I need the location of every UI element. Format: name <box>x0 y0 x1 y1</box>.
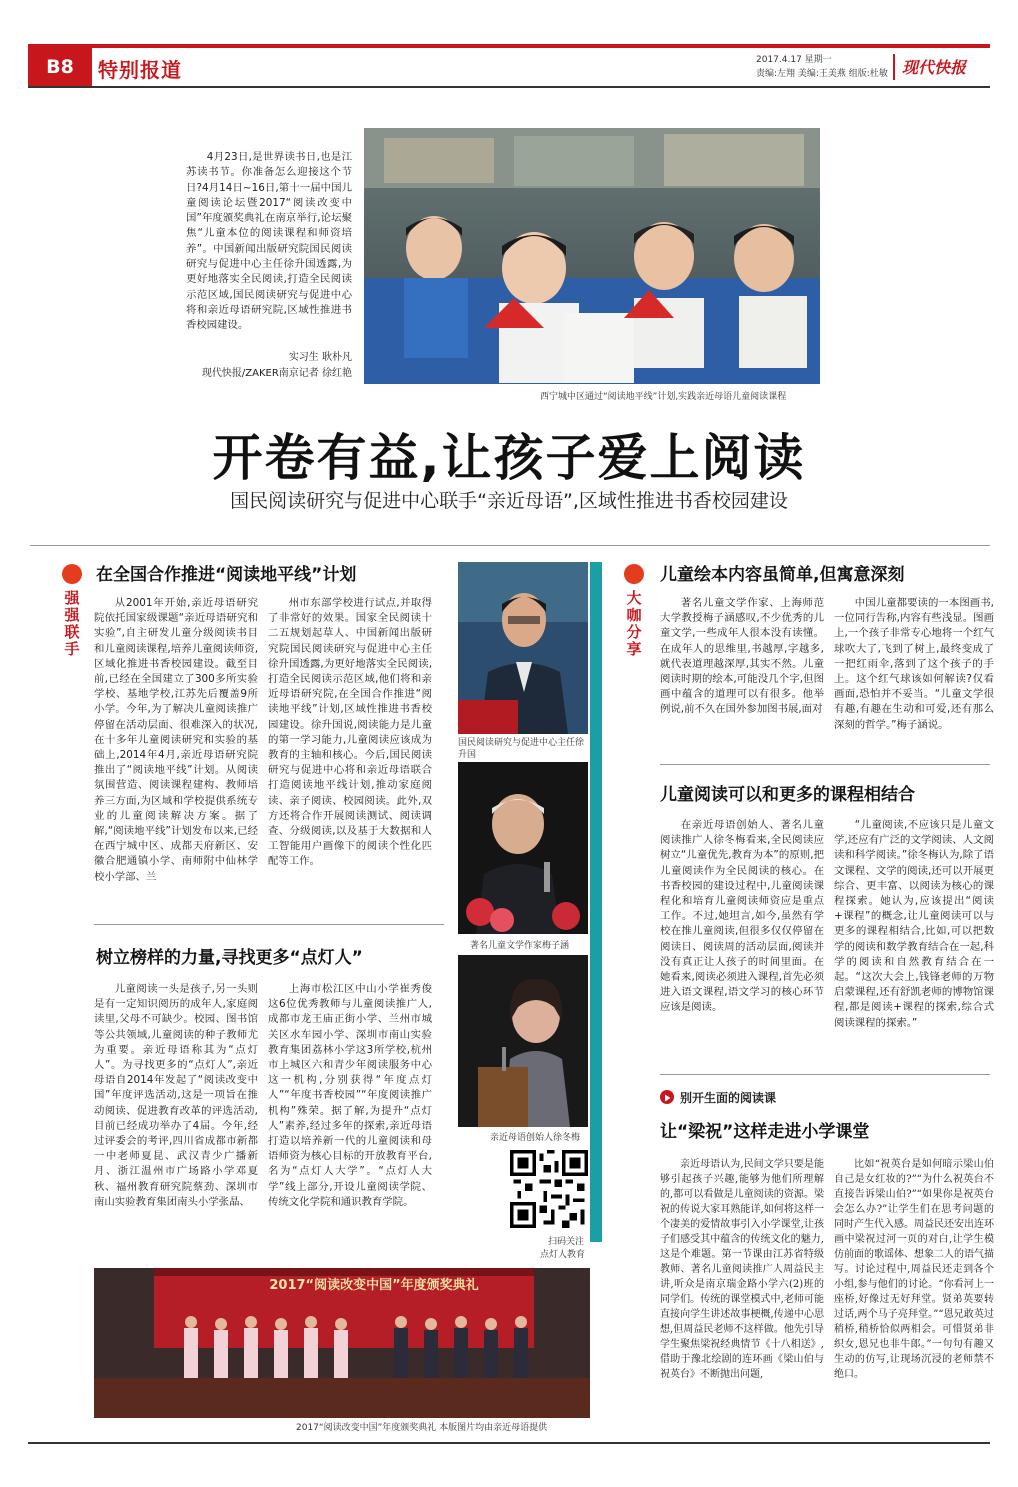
portrait-caption-mei-zihan: 著名儿童文学作家梅子涵 <box>470 941 570 951</box>
section-divider-right <box>660 764 990 765</box>
top-photo-caption: 西宁城中区通过“阅读地平线”计划,实践亲近母语儿童阅读课程 <box>540 392 787 402</box>
footer-rule <box>28 1442 990 1444</box>
vertical-label-left: 强强联手 <box>64 589 80 658</box>
qr-caption-account: 点灯人教育 <box>540 1250 586 1260</box>
intro-text: 4月23日,是世界读书日,也是江苏读书节。你准备怎么迎接这个节日?4月14日~16日,第十一届中国儿童阅读论坛暨2017“阅读改变中国”年度颁奖典礼在南京举行,论坛聚焦“儿童本位的阅读课程和师资培养”。中国新闻出版研究院国民阅读研究与促进中心主任徐升国透露,为更好地落实全民阅读,打造全民阅读示范区域,国民阅读研究与促进中心将和亲近母语研究院,区域性推进书香校园建设。 <box>186 151 352 332</box>
bottom-photo-caption: 2017“阅读改变中国”年度颁奖典礼 本版图片均由亲近母语提供 <box>296 1423 548 1433</box>
section-title-lamplighter: 树立榜样的力量,寻找更多“点灯人” <box>96 948 363 968</box>
section-title-curriculum: 儿童阅读可以和更多的课程相结合 <box>660 785 915 805</box>
portrait-xu-shengguo <box>458 562 588 734</box>
horizon-column-2: 州市东部学校进行试点,并取得了非常好的效果。国家全民阅读十二五规划起草人、中国新闻出版研究院国民阅读研究与促进中心主任徐升国透露,为更好地落实全民阅读,打造全民阅读示范区域,他们将和亲近母语研究院,在全国合作推进“阅读地平线”计划,区域性推进书香校园建设。徐升国说,阅读能力是儿童的第一学习能力,儿童阅读应该成为教育的主轴和核心。今后,国民阅读研究与促进中心将和亲近母语联合打造阅读地平线计划,推动家庭阅读、亲子阅读、校园阅读。此外,双方还将合作开展阅读测试、阅读调查、分级阅读,以及基于大数据和人工智能用户画像下的阅读个性化匹配等工作。 <box>268 597 432 868</box>
section-marker-icon <box>62 564 82 584</box>
students-reading-photo <box>364 128 820 384</box>
curriculum-column-1: 在亲近母语创始人、著名儿童阅读推广人徐冬梅看来,全民阅读应树立“儿童优先,教育为本”的原则,把儿童阅读作为全民阅读的核心。在书香校园的建设过程中,儿童阅读课程化和培育儿童阅读师资应是重点工作。不过,她坦言,如今,虽然有学校在推儿童阅读,但很多仅仅停留在阅读日、阅读周的活动层面,阅读并没有真正让人孩子的时间里面。在她看来,阅读必须进入课程,首先必须进入语文课程,语文学习的核心环节应该是阅读。 <box>660 819 824 1014</box>
play-icon <box>660 1090 674 1104</box>
horizon-column-1: 从2001年开始,亲近母语研究院依托国家级课题“亲近母语研究和实验”,自主研发儿童分级阅读书目和儿童阅读课程,培养儿童阅读师资,区域化推进书香校园建设。截至目前,已经在全国建立了300多所实验学校、基地学校,江苏先后覆盖9所小学。今年,为了解决儿童阅读推广停留在活动层面、很难深入的状况,在十多年儿童阅读研究和实验的基础上,2014年4月,亲近母语研究院推出了“阅读地平线”计划。从阅读氛围营造、阅读课程建构、教师培养三方面,为区域和学校提供系统专业的儿童阅读解决方案。据了解,“阅读地平线”计划发布以来,已经在西宁城中区、成都天府新区、安徽合肥通镇小学、南师附中仙林学校小学部、兰 <box>94 597 258 883</box>
paper-logo: 现代快报 <box>902 58 967 77</box>
curriculum-column-2: “儿童阅读,不应该只是儿童文学,还应有广泛的文学阅读、人文阅读和科学阅读。”徐冬梅认为,除了语文课程、文学的阅读,还可以开展更综合、更丰富、以阅读为核心的课程探索。她认为,应该提出“阅读+课程”的概念,让儿童阅读可以与更多的课程相结合,比如,可以把数学的阅读和数学教育结合在一起,科学的阅读和自然教育结合在一起。“这次大会上,钱锋老师的万物启蒙课程,还有舒凯老师的博物馆课程,都是阅读+课程的探索,综合式阅读课程的探索。” <box>834 819 994 1029</box>
intro-byline-reporter: 现代快报/ZAKER南京记者 徐红艳 <box>201 368 352 379</box>
award-ceremony-photo <box>94 1268 590 1418</box>
award-banner-text: 2017“阅读改变中国”年度颁奖典礼 <box>269 1278 479 1293</box>
section-title-liangzhu: 让“梁祝”这样走进小学课堂 <box>660 1122 870 1142</box>
header-rule <box>28 86 990 88</box>
portrait-caption-xu-shengguo: 国民阅读研究与促进中心主任徐升国 <box>458 738 585 760</box>
liangzhu-column-2: 比如“祝英台是如何暗示梁山伯自己是女红妆的?”“为什么祝英台不直接告诉梁山伯?”“如果你是祝英台会怎么办?”让学生们在思考问题的同时产生代入感。周益民还安出连环画中梁祝过河一页的对白,让学生模仿前面的歌谣体、想象二人的语气描写。讨论过程中,周益民还走到各个小组,参与他们的讨论。“你看河上一座桥,好像过无好拜堂。贤弟英要转过话,两个马子亮拜堂。”“恩兄敢英过稍桥,稍桥恰似两相会。可惜贤弟非织女,恩兄也非牛郎。”一句句有趣又生动的仿写,让现场沉浸的老师禁不绝口。 <box>834 1159 994 1380</box>
picture-books-column-1: 著名儿童文学作家、上海师范大学教授梅子涵感叹,不少优秀的儿童文学,一些成年人很本没有读懂。在成年人的思维里,书越厚,字越多,就代表道理越深厚,其实不然。儿童阅读时期的绘本,可能没几个字,但图画中蕴含的道理可以有很多。他举例说,前不久在国外参加图书展,面对 <box>660 597 824 716</box>
section-marker-icon-right <box>624 564 644 584</box>
liangzhu-kicker: 别开生面的阅读课 <box>680 1091 777 1105</box>
portrait-xu-dongmei <box>458 955 588 1127</box>
qr-code[interactable] <box>510 1150 588 1228</box>
section-title-horizon: 在全国合作推进“阅读地平线”计划 <box>96 565 357 585</box>
lamplighter-column-2: 上海市松江区中山小学崔秀俊这6位优秀教师与儿童阅读推广人,成都市龙王庙正街小学、兰州市城关区水车园小学、深圳市南山实验教育集团荔林小学这3所学校,杭州市上城区六和青少年阅读服务中心这一机构,分别获得“年度点灯人”“年度书香校园”“年度阅读推广机构”殊荣。据了解,为提升“点灯人”素养,经过多年的探索,亲近母语打造以培养新一代的儿童阅读和母语师资为核心目标的开放教育平台,名为“点灯人大学”。“点灯人大学”线上部分,开设儿童阅读学院、传统文化学院和通识教育学院。 <box>268 983 432 1208</box>
header-separator <box>893 54 895 80</box>
editor-credits: 责编:左翔 美编:王美燕 组版:杜敏 <box>756 69 888 79</box>
page-subheadline: 国民阅读研究与促进中心联手“亲近母语”,区域性推进书香校园建设 <box>230 490 788 512</box>
teal-accent-bar <box>590 562 602 1242</box>
issue-date: 2017.4.17 星期一 <box>756 55 832 65</box>
liangzhu-column-1: 亲近母语认为,民间文学只要是能够引起孩子兴趣,能够为他们所理解的,都可以看做是儿童阅读的资源。梁祝的传说大家耳熟能详,如何将这样一个凄美的爱情故事引入小学课堂,让孩子们感受其中蕴含的传统文化的魅力,这是个难题。第一节课由江苏省特级教师、著名儿童阅读推广人周益民主讲,听众是南京瑞金路小学六(2)班的同学们。传统的课堂模式中,老师可能直接向学生讲述故事梗概,传递中心思想,但周益民老师不这样做。他先引导学生聚焦梁祝经典情节《十八相送》,借助于豫北绘剧的连环画《梁山伯与祝英台》不断抛出问题, <box>660 1159 824 1380</box>
lamplighter-column-1: 儿童阅读一头是孩子,另一头则是有一定知识阅历的成年人,家庭阅读里,父母不可缺少。校园、图书馆等公共领域,儿童阅读的种子教师尤为重要。亲近母语称其为“点灯人”。为寻找更多的“点灯人”,亲近母语自2014年发起了“阅读改变中国”年度评选活动,这是一项旨在推动阅读、促进教育改革的评选活动,目前已经成功举办了4届。今年,经过评委会的考评,四川省成都市新都一中老师夏昆、武汉青少广播新月、浙江温州市广场路小学邓夏秋、福州教育研究院蔡劲、深圳市南山实验教育集团南头小学张晶、 <box>94 983 258 1208</box>
portrait-mei-zihan <box>458 762 588 934</box>
section-divider-left <box>94 924 444 925</box>
page-headline: 开卷有益,让孩子爱上阅读 <box>212 429 806 487</box>
picture-books-column-2: 中国儿童都要读的一本图画书,一位同行告称,内容有些浅显。图画上,一个孩子非常专心地将一个红气球吹大了,飞到了树上,最终变成了一把红雨伞,落到了这个孩子的手上。这个红气球该如何解读?仅看画面,恐怕并不妥当。“儿童文学很有趣,有趣在生动和可爱,还有那么深刻的哲学。”梅子涵说。 <box>834 597 994 731</box>
section-divider-right-2 <box>660 1074 990 1075</box>
qr-caption-scan: 扫码关注 <box>548 1237 585 1247</box>
top-bar <box>28 44 990 48</box>
intro-byline-intern: 实习生 耿朴凡 <box>288 352 352 363</box>
section-name: 特别报道 <box>98 58 182 82</box>
portrait-caption-xu-dongmei: 亲近母语创始人徐冬梅 <box>490 1133 581 1143</box>
section-title-picture-books: 儿童绘本内容虽简单,但寓意深刻 <box>660 565 905 585</box>
vertical-label-right: 大咖分享 <box>626 589 642 658</box>
page-number-badge: B8 <box>28 48 92 86</box>
headline-divider <box>30 545 990 546</box>
